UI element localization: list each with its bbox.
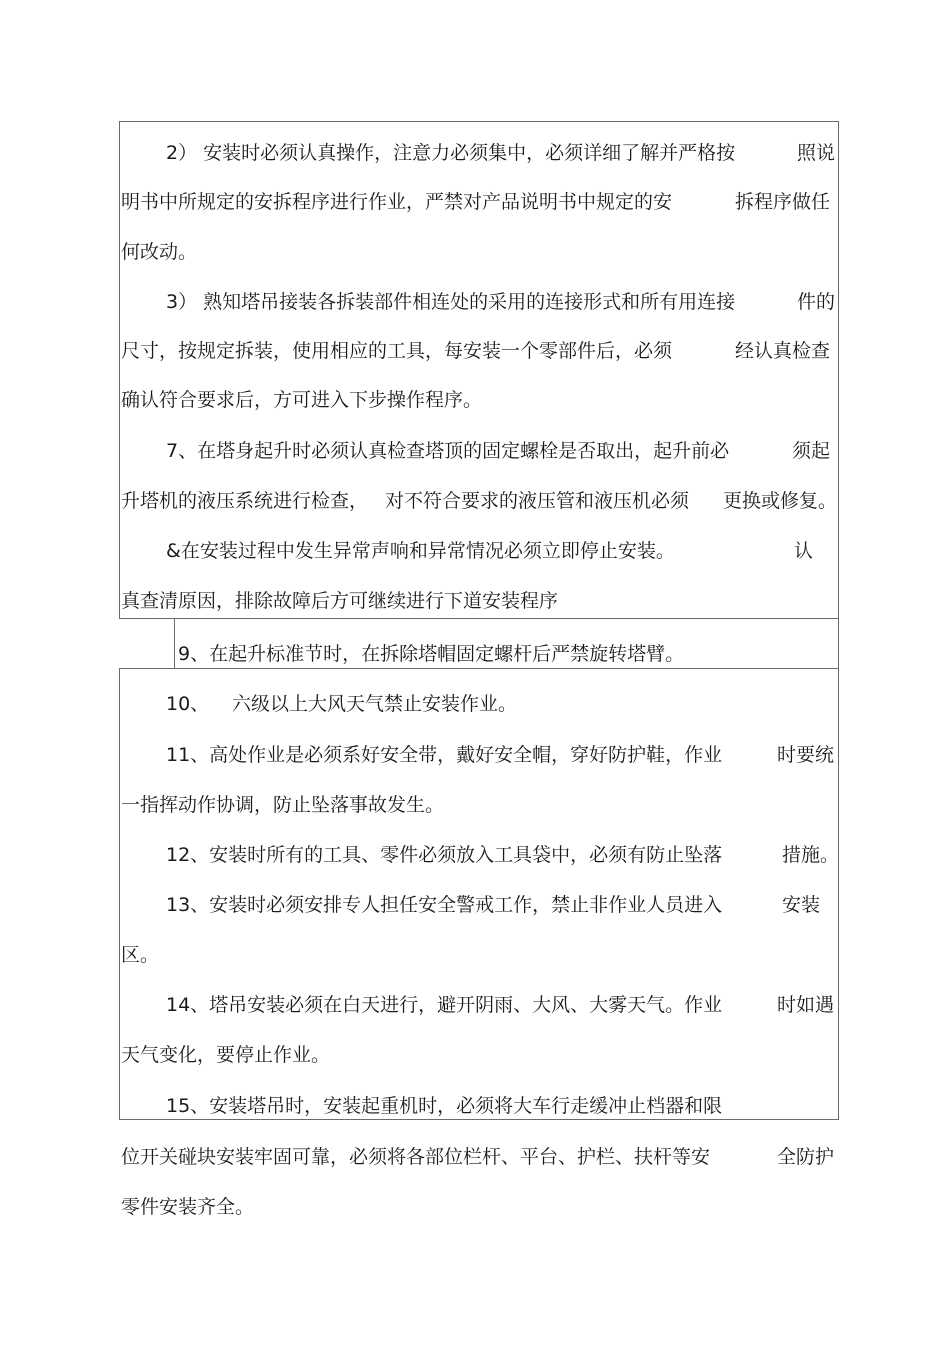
text-line-tail: 认: [794, 540, 814, 562]
text-line-tail: 安装: [782, 894, 821, 916]
text-line-tail: 拆程序做任: [735, 191, 831, 213]
text-line: 15、安装塔吊时，安装起重机时，必须将大车行走缓冲止档器和限: [166, 1095, 723, 1117]
text-line-tail: 时要统: [777, 744, 835, 766]
text-line: 7、在塔身起升时必须认真检查塔顶的固定螺栓是否取出，起升前必: [166, 440, 730, 462]
text-line: 真查清原因，排除故障后方可继续进行下道安装程序: [121, 590, 559, 612]
text-line: 13、安装时必须安排专人担任安全警戒工作，禁止非作业人员进入: [166, 894, 723, 916]
text-line: 12、安装时所有的工具、零件必须放入工具袋中，必须有防止坠落: [166, 844, 723, 866]
text-line: 9、在起升标准节时，在拆除塔帽固定螺杆后严禁旋转塔臂。: [178, 643, 685, 665]
text-line: 明书中所规定的安拆程序进行作业，严禁对产品说明书中规定的安: [121, 191, 673, 213]
text-line-middle: 对不符合要求的液压管和液压机必须: [385, 490, 690, 512]
text-line: 天气变化，要停止作业。: [121, 1044, 331, 1066]
text-line: 位开关碰块安装牢固可靠，必须将各部位栏杆、平台、护栏、扶杆等安: [121, 1146, 711, 1168]
text-line: &在安装过程中发生异常声响和异常情况必须立即停止安装。: [166, 540, 675, 562]
text-line: 升塔机的液压系统进行检查，: [121, 490, 369, 512]
text-line-tail: 全防护: [777, 1146, 835, 1168]
text-line: 3） 熟知塔吊接装各拆装部件相连处的采用的连接形式和所有用连接: [166, 291, 736, 313]
text-line-tail: 件的: [797, 291, 836, 313]
text-line: 11、高处作业是必须系好安全带，戴好安全帽，穿好防护鞋，作业: [166, 744, 723, 766]
text-line-tail: 须起: [792, 440, 831, 462]
text-line: 14、塔吊安装必须在白天进行，避开阴雨、大风、大雾天气。作业: [166, 994, 723, 1016]
text-line: 六级以上大风天气禁止安装作业。: [232, 693, 518, 715]
text-line-tail: 更换或修复。: [723, 490, 838, 512]
text-line-tail: 措施。: [782, 844, 840, 866]
text-line: 一指挥动作协调，防止坠落事故发生。: [121, 794, 445, 816]
text-line: 零件安装齐全。: [121, 1196, 255, 1218]
text-line: 区。: [121, 944, 160, 966]
text-line: 确认符合要求后，方可进入下步操作程序。: [121, 389, 483, 411]
text-line: 2） 安装时必须认真操作，注意力必须集中，必须详细了解并严格按: [166, 142, 736, 164]
text-line: 尺寸，按规定拆装，使用相应的工具，每安装一个零部件后，必须: [121, 340, 673, 362]
text-line-tail: 照说: [797, 142, 836, 164]
item-number: 10、: [166, 693, 210, 715]
text-line: 何改动。: [121, 241, 198, 263]
text-line-tail: 时如遇: [777, 994, 835, 1016]
text-line-tail: 经认真检查: [735, 340, 831, 362]
